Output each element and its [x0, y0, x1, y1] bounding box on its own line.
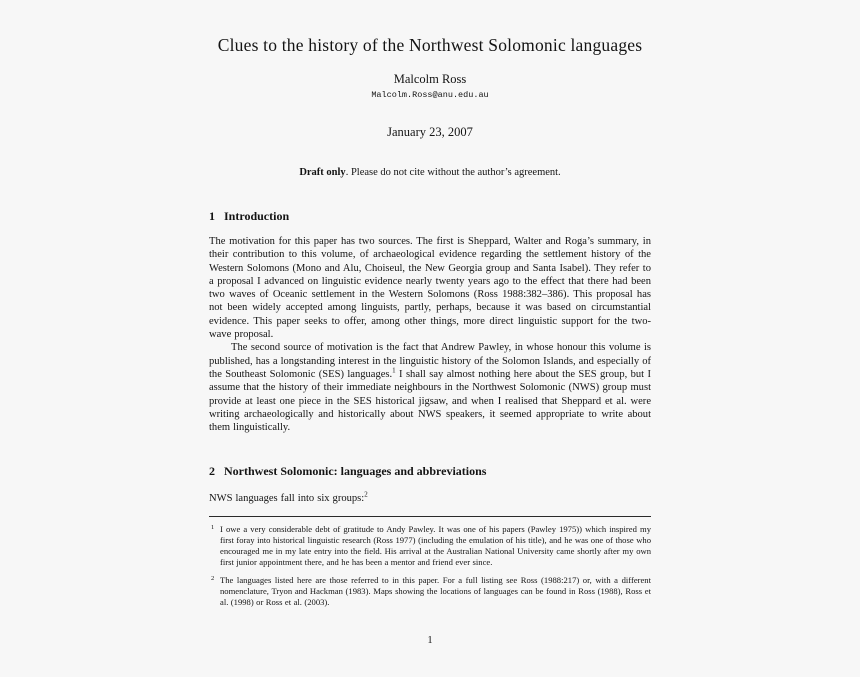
page-number: 1: [427, 635, 433, 647]
section-2-number: 2: [209, 464, 215, 479]
author-email: Malcolm.Ross@anu.edu.au: [371, 90, 489, 100]
footnote-rule: [209, 516, 651, 517]
paper-date: January 23, 2007: [387, 125, 473, 139]
draft-notice-rest: . Please do not cite without the author’s agreement.: [345, 167, 561, 178]
footnote-2-marker: 2: [211, 574, 215, 582]
section-2-lead-line: [209, 492, 651, 505]
section-2-heading: [209, 464, 651, 479]
footnote-ref-1: 1: [392, 366, 396, 375]
intro-paragraph-2-text: The second source of motivation is the fact that Andrew Pawley, in whose honour this volume is published, has a longstanding interest in the linguistic history of the Solomon Islands, and especially of the Southeast Solomonic (SES) languages.: [209, 342, 651, 380]
footnote-2-text: The languages listed here are those referred to in this paper. For a full listing see Ross (1988:217) or, with a different nomenclature, Tryon and Hackman (1983). Maps showing the locations of languages can be found in Ross (1988), Ross et al. (1998) or Ross et al. (2003).: [220, 574, 651, 607]
draft-notice-bold: Draft only: [299, 167, 346, 178]
paper-page: [209, 0, 651, 647]
section-1-title: Introduction: [224, 209, 290, 223]
section-2-lead-text: NWS languages fall into six groups:: [209, 493, 365, 505]
intro-paragraph-2: [209, 341, 651, 434]
footnote-1-marker: 1: [211, 523, 215, 531]
section-2-title: Northwest Solomonic: languages and abbreviations: [224, 464, 487, 479]
footnote-1: [209, 524, 651, 569]
section-1-number: 1: [209, 209, 215, 223]
intro-paragraph-2-continuation: I shall say almost nothing here about the SES group, but I assume that the history of their immediate neighbours in the Northwest Solomonic (NWS) group must provide at least one piece in the SES historical jigsaw, and when I realised that Sheppard et al. were writing archaeologically and historically about NWS speakers, it seemed appropriate to write about them linguistically.: [209, 368, 651, 434]
intro-paragraph-1: The motivation for this paper has two sources. The first is Sheppard, Walter and Roga’s summary, in their contribution to this volume, of archaeological evidence regarding the settlement history of the Western Solomons (Mono and Alu, Choiseul, the New Georgia group and Santa Isabel). They refer to a proposal I advanced on linguistic evidence nearly twenty years ago to the effect that there had been two waves of Oceanic settlement in the Western Solomons (Ross 1988:382–386). This proposal has not been widely accepted among linguists, partly, perhaps, because it was based on circumstantial evidence. This paper seeks to offer, among other things, more direct linguistic support for the two-wave proposal.: [209, 236, 651, 341]
footnote-1-text: I owe a very considerable debt of gratitude to Andy Pawley. It was one of his papers (Pawley 1975)) which inspired my first foray into historical linguistic research (Ross 1977) (including the emulation of his title), and he was one of those who encouraged me in my late entry into the field. His arrival at the Australian National University came shortly after my own first junior appointment there, and he has been a mentor and friend ever since.: [220, 523, 651, 568]
paper-title: Clues to the history of the Northwest Solomonic languages: [217, 35, 643, 55]
author-name: Malcolm Ross: [393, 72, 467, 86]
footnote-2: [209, 575, 651, 609]
section-1-heading: [209, 209, 651, 224]
footnote-ref-2: 2: [364, 490, 368, 499]
draft-notice: [209, 166, 651, 179]
